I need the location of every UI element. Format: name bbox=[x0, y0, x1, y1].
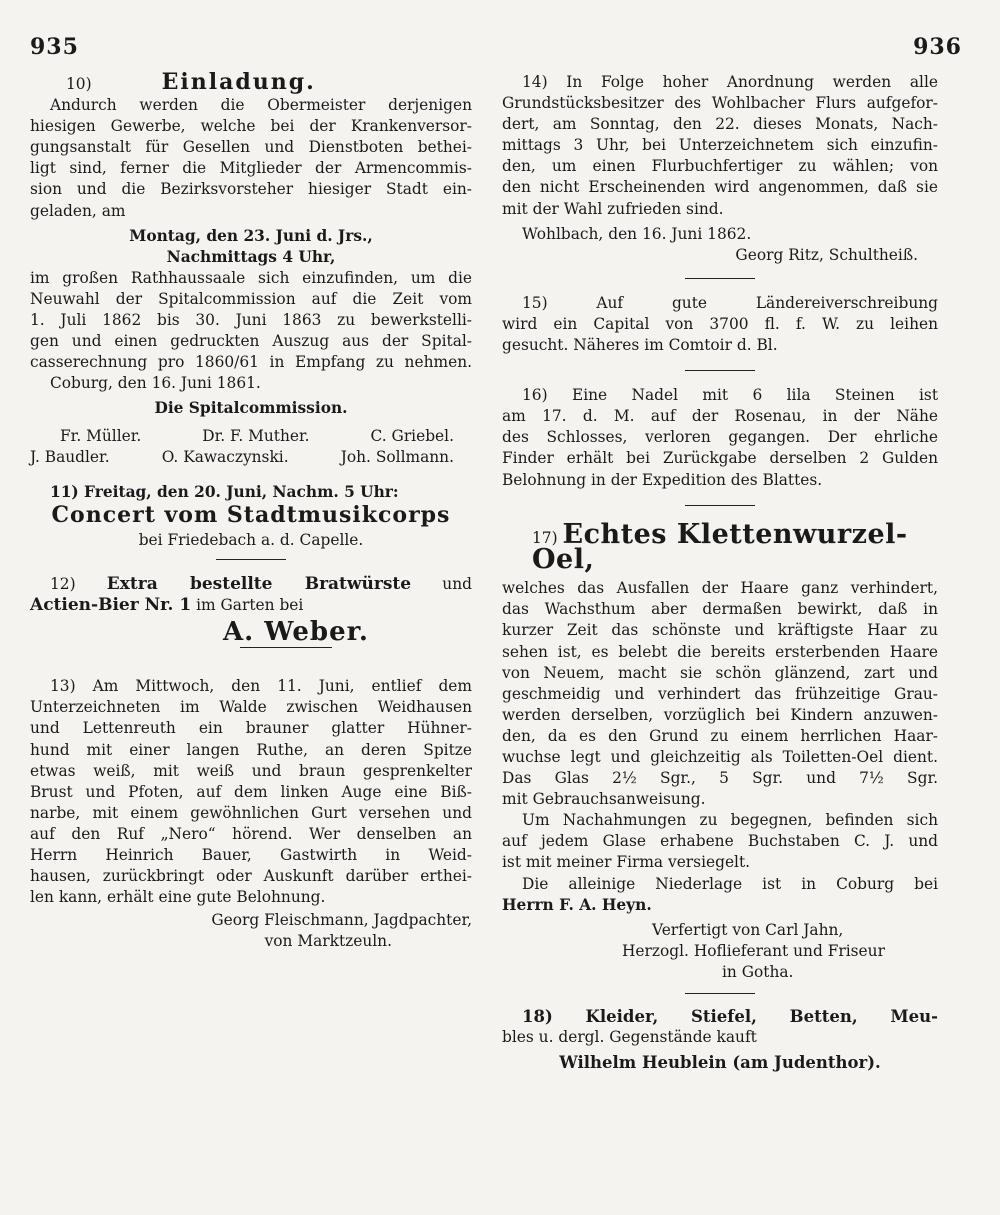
left-column bbox=[30, 69, 472, 952]
notice-text: im Garten bei bbox=[196, 596, 304, 615]
notice-10 bbox=[30, 69, 472, 468]
notice-line: gungsanstalt für Gesellen und Dienstboten bethei- bbox=[30, 138, 472, 157]
notice-15 bbox=[502, 293, 938, 371]
notice-line: Die alleinige Niederlage ist in Coburg bei bbox=[522, 874, 938, 893]
notice-text: und bbox=[442, 574, 472, 593]
notice-12 bbox=[30, 574, 472, 648]
notice-line: mit der Wahl zufrieden sind. bbox=[502, 199, 724, 218]
page-number-left: 935 bbox=[30, 34, 79, 60]
maker-city: in Gotha. bbox=[722, 962, 794, 981]
buyer-heading: 18) Kleider, Stiefel, Betten, Meu- bbox=[522, 1007, 938, 1027]
notice-line: von Neuem, macht sie schön glänzend, zart und bbox=[502, 663, 938, 682]
place-date: Wohlbach, den 16. Juni 1862. bbox=[522, 224, 752, 243]
notice-line: den, da es den Grund zu einem herrlichen Haar- bbox=[502, 726, 938, 745]
concert-date: 11) Freitag, den 20. Juni, Nachm. 5 Uhr: bbox=[50, 482, 399, 501]
notice-line: welches das Ausfallen der Haare ganz verhindert, bbox=[502, 579, 938, 598]
notice-line: gen und einen gedruckten Auszug aus der Spital- bbox=[30, 332, 472, 351]
notice-line: Neuwahl der Spitalcommission auf die Zeit vom bbox=[30, 289, 472, 308]
signatory-name: O. Kawaczynski. bbox=[161, 447, 289, 466]
separator bbox=[685, 993, 755, 994]
notice-line: len kann, erhält eine gute Belohnung. bbox=[30, 888, 326, 907]
notice-line: am 17. d. M. auf der Rosenau, in der Nähe bbox=[502, 407, 938, 426]
notice-line: hiesigen Gewerbe, welche bei der Krankenversor- bbox=[30, 117, 472, 136]
host-name: A. Weber. bbox=[223, 617, 369, 648]
separator bbox=[216, 559, 286, 560]
notice-number: 17) bbox=[532, 529, 558, 548]
meeting-time: Nachmittags 4 Uhr, bbox=[166, 247, 336, 266]
notice-line: hausen, zurückbringt oder Auskunft darüber erthei- bbox=[30, 867, 472, 886]
notice-line: werden derselben, vorzüglich bei Kindern anzuwen- bbox=[502, 705, 938, 724]
notice-line: dert, am Sonntag, den 22. dieses Monats, Nach- bbox=[502, 115, 938, 134]
retailer: Herrn F. A. Heyn. bbox=[502, 895, 652, 914]
separator bbox=[685, 370, 755, 371]
signatory-name: J. Baudler. bbox=[30, 447, 110, 466]
notice-line: Belohnung in der Expedition des Blattes. bbox=[502, 470, 823, 489]
notice-line: 1. Juli 1862 bis 30. Juni 1863 zu bewerkstelli- bbox=[30, 311, 472, 330]
price-line: Das Glas 2½ Sgr., 5 Sgr. und 7½ Sgr. bbox=[502, 769, 938, 788]
concert-headline: Concert vom Stadtmusikcorps bbox=[51, 501, 451, 528]
signature: Georg Fleischmann, Jagdpachter, bbox=[211, 911, 472, 930]
notice-line: hund mit einer langen Ruthe, an deren Spitze bbox=[30, 740, 472, 759]
notice-line: 15) Auf gute Ländereiverschreibung bbox=[522, 293, 938, 312]
notice-line: auf jedem Glase erhabene Buchstaben C. J. und bbox=[502, 832, 938, 851]
signatory-name: Joh. Sollmann. bbox=[340, 447, 454, 466]
notice-line: ligt sind, ferner die Mitglieder der Armencommis- bbox=[30, 159, 472, 178]
signatory-name: Dr. F. Muther. bbox=[202, 426, 310, 445]
notice-line: im großen Rathhaussaale sich einzufinden, um die bbox=[30, 268, 472, 287]
bratwurst-heading: Extra bestellte Bratwürste bbox=[106, 573, 412, 594]
notice-number: 10) bbox=[66, 75, 92, 93]
signatory-name: Fr. Müller. bbox=[60, 426, 142, 445]
notice-line: etwas weiß, mit weiß und braun gesprenkelter bbox=[30, 761, 472, 780]
notice-line: das Wachsthum aber dermaßen bewirkt, daß in bbox=[502, 600, 938, 619]
meeting-date: Montag, den 23. Juni d. Jrs., bbox=[129, 226, 373, 245]
notice-16 bbox=[502, 385, 938, 505]
notice-line: bles u. dergl. Gegenstände kauft bbox=[502, 1028, 757, 1047]
notice-line: den nicht Erscheinenden wird angenommen, daß sie bbox=[502, 178, 938, 197]
notice-18 bbox=[502, 1006, 938, 1073]
notice-line: 16) Eine Nadel mit 6 lila Steinen ist bbox=[522, 386, 938, 405]
product-headline: Echtes Klettenwurzel-Oel, bbox=[532, 518, 908, 576]
right-column bbox=[502, 72, 938, 1073]
notice-11 bbox=[30, 482, 472, 560]
notice-line: ist mit meiner Firma versiegelt. bbox=[502, 853, 751, 872]
maker-name: Verfertigt von Carl Jahn, bbox=[652, 920, 844, 939]
signature: Georg Ritz, Schultheiß. bbox=[735, 245, 918, 264]
notice-line: geladen, am bbox=[30, 201, 126, 220]
notice-line: und Lettenreuth ein brauner glatter Hühner- bbox=[30, 719, 472, 738]
notice-line: Herrn Heinrich Bauer, Gastwirth in Weid- bbox=[30, 846, 472, 864]
notice-line: den, um einen Flurbuchfertiger zu wählen; von bbox=[502, 157, 938, 176]
maker-title: Herzogl. Hoflieferant und Friseur bbox=[622, 941, 885, 960]
notice-line: gesucht. Näheres im Comtoir d. Bl. bbox=[502, 336, 778, 355]
notice-line: sehen ist, es belebt die bereits ersterbenden Haare bbox=[502, 642, 938, 661]
notice-title: Einladung. bbox=[161, 69, 316, 95]
notice-line: Unterzeichneten im Walde zwischen Weidhausen bbox=[30, 698, 472, 717]
notice-line: sion und die Bezirksvorsteher hiesiger Stadt ein- bbox=[30, 180, 472, 199]
signatory-name: C. Griebel. bbox=[370, 426, 454, 445]
notice-number: 12) bbox=[50, 574, 76, 593]
signatory-row bbox=[30, 447, 472, 468]
notice-line: 14) In Folge hoher Anordnung werden alle bbox=[522, 73, 938, 91]
notice-line: narbe, mit einem gewöhnlichen Gurt versehen und bbox=[30, 803, 472, 822]
notice-line: wuchse legt und gleichzeitig als Toiletten-Oel dient. bbox=[502, 747, 938, 766]
buyer-name: Wilhelm Heublein (am Judenthor). bbox=[559, 1053, 881, 1073]
notice-line: mit Gebrauchsanweisung. bbox=[502, 790, 706, 809]
signature-place: von Marktzeuln. bbox=[264, 932, 392, 951]
concert-venue: bei Friedebach a. d. Capelle. bbox=[138, 530, 364, 549]
signature: Die Spitalcommission. bbox=[154, 399, 348, 418]
page-number-right: 936 bbox=[913, 34, 962, 60]
notice-line: Andurch werden die Obermeister derjenigen bbox=[50, 96, 472, 115]
notice-line: Finder erhält bei Zurückgabe derselben 2 Gulden bbox=[502, 449, 938, 468]
notice-line: Um Nachahmungen zu begegnen, befinden sich bbox=[522, 811, 938, 830]
notice-line: auf den Ruf „Nero“ hörend. Wer denselben an bbox=[30, 824, 472, 843]
notice-line: kurzer Zeit das schönste und kräftigste Haar zu bbox=[502, 621, 938, 640]
notice-line: Grundstücksbesitzer des Wohlbacher Flurs aufgefor- bbox=[502, 94, 938, 113]
notice-17 bbox=[502, 518, 938, 994]
signatory-row bbox=[30, 426, 472, 447]
separator bbox=[240, 647, 332, 648]
beer-heading: Actien-Bier Nr. 1 bbox=[30, 595, 192, 616]
notice-13 bbox=[30, 676, 472, 952]
separator bbox=[685, 505, 755, 506]
notice-line: 13) Am Mittwoch, den 11. Juni, entlief dem bbox=[50, 677, 472, 696]
notice-line: wird ein Capital von 3700 fl. f. W. zu leihen bbox=[502, 314, 938, 333]
separator bbox=[685, 278, 755, 279]
notice-line: mittags 3 Uhr, bei Unterzeichnetem sich einzufin- bbox=[502, 136, 938, 155]
notice-line: des Schlosses, verloren gegangen. Der ehrliche bbox=[502, 428, 938, 447]
notice-14 bbox=[502, 72, 938, 279]
notice-line: Brust und Pfoten, auf dem linken Auge eine Biß- bbox=[30, 782, 472, 801]
notice-line: geschmeidig und verhindert das frühzeitige Grau- bbox=[502, 684, 938, 703]
place-date: Coburg, den 16. Juni 1861. bbox=[50, 374, 261, 393]
notice-line: casserechnung pro 1860/61 in Empfang zu nehmen. bbox=[30, 353, 472, 372]
